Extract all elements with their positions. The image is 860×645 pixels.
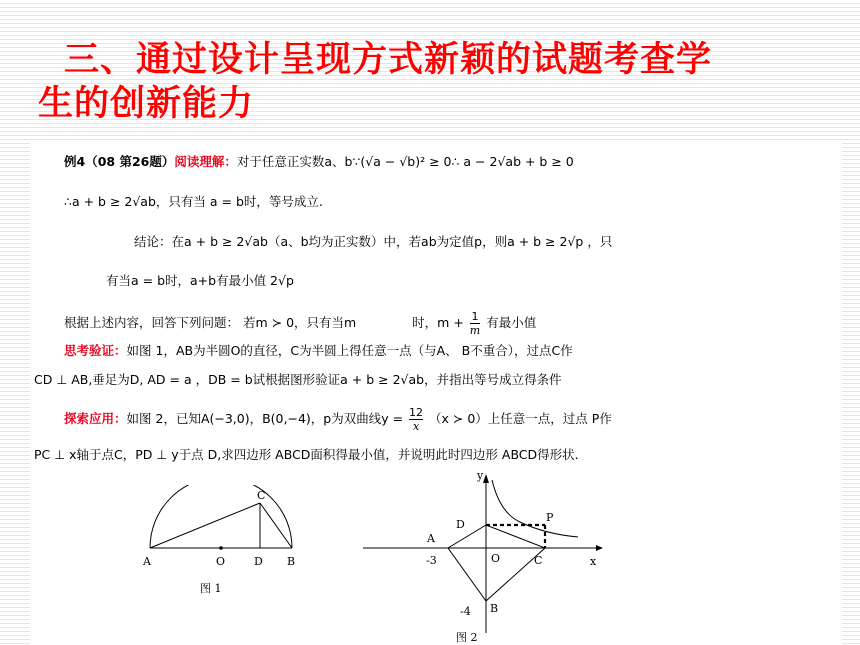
figure-1-semicircle: [140, 485, 340, 600]
problem-line-3: 结论：在a + b ≥ 2√ab（a、b均为正实数）中，若ab为定值p，则a + b ≥ 2√p ，只: [134, 234, 613, 249]
explore-text-a: 如图 2，已知A(−3,0)，B(0,−4)，p为双曲线y =: [126, 411, 404, 426]
problem-panel: [30, 140, 842, 645]
fig2-tick-neg4: -4: [460, 605, 471, 618]
title-line-2: 生的创新能力: [38, 84, 255, 124]
fraction-denominator: x: [412, 420, 420, 433]
fig1-caption: 图 1: [200, 582, 222, 595]
figure-2-coordinate: [360, 465, 610, 645]
center-point: [219, 546, 223, 550]
explore-text-b: （x ≻ 0）上任意一点，过点 P作: [429, 411, 612, 426]
fig1-label-c: C: [257, 489, 266, 502]
fig2-label-x: x: [590, 555, 597, 568]
x-axis-arrow: [596, 545, 603, 551]
problem-line-2: ∴a + b ≥ 2√ab，只有当 a = b时，等号成立.: [64, 194, 323, 209]
slide-title: [38, 38, 848, 126]
fig2-label-p: P: [546, 511, 554, 524]
think-line-2: CD ⊥ AB,垂足为D, AD = a ，DB = b试根据图形验证a + b ≥ 2√ab，并指出等号成立得条件: [34, 372, 562, 387]
fig1-label-o: O: [216, 555, 226, 568]
fig2-label-y: y: [477, 469, 484, 482]
question-prefix: 根据上述内容，回答下列问题： 若m ≻ 0，只有当m: [64, 315, 357, 330]
problem-line-1: [64, 152, 574, 170]
fig1-label-d: D: [254, 555, 263, 568]
chord-ac: [150, 503, 260, 548]
fraction-numerator: 12: [409, 406, 424, 419]
fraction-denominator: m: [469, 324, 481, 337]
fig2-label-o: O: [491, 552, 501, 565]
problem-line-4: 有当a = b时，a+b有最小值 2√p: [106, 273, 294, 288]
hyperbola-curve: [492, 480, 578, 537]
fig1-label-b: B: [287, 555, 296, 568]
explore-label: 探索应用：: [64, 411, 127, 426]
fig2-caption: 图 2: [456, 631, 478, 644]
y-axis-arrow: [483, 474, 489, 483]
problem-label: 例4（08 第26题）: [64, 154, 175, 169]
chord-cb: [260, 503, 292, 548]
problem-line-5: [64, 310, 536, 337]
question-suffix: 有最小值: [486, 315, 537, 330]
think-text: 如图 1，AB为半圆O的直径，C为半圆上得任意一点（与A、 B不重合），过点C作: [126, 343, 573, 358]
semicircle-arc: [150, 485, 292, 548]
fraction-1-over-m: [470, 310, 480, 337]
title-line-1: 三、通过设计呈现方式新颖的试题考查学: [64, 40, 713, 80]
question-middle: 时，m +: [412, 315, 464, 330]
problem-text-1: 对于任意正实数a、b∵(√a − √b)² ≥ 0∴ a − 2√ab + b ≥ 0: [236, 154, 574, 169]
fig2-tick-neg3: -3: [426, 554, 437, 567]
reading-label: 阅读理解：: [174, 154, 237, 169]
fig2-label-b: B: [490, 602, 499, 615]
fraction-12-over-x: [409, 406, 423, 433]
think-line-1: [64, 341, 573, 359]
fig2-label-c: C: [534, 554, 543, 567]
fraction-numerator: 1: [471, 310, 479, 323]
explore-line-2: PC ⊥ x轴于点C，PD ⊥ y于点 D,求四边形 ABCD面积得最小值，并说明此时四边形 ABCD得形状.: [34, 447, 579, 462]
fig2-label-d: D: [456, 518, 465, 531]
fig2-label-a: A: [427, 532, 435, 545]
think-label: 思考验证：: [64, 343, 127, 358]
fig1-label-a: A: [143, 555, 151, 568]
explore-line-1: [64, 406, 612, 433]
